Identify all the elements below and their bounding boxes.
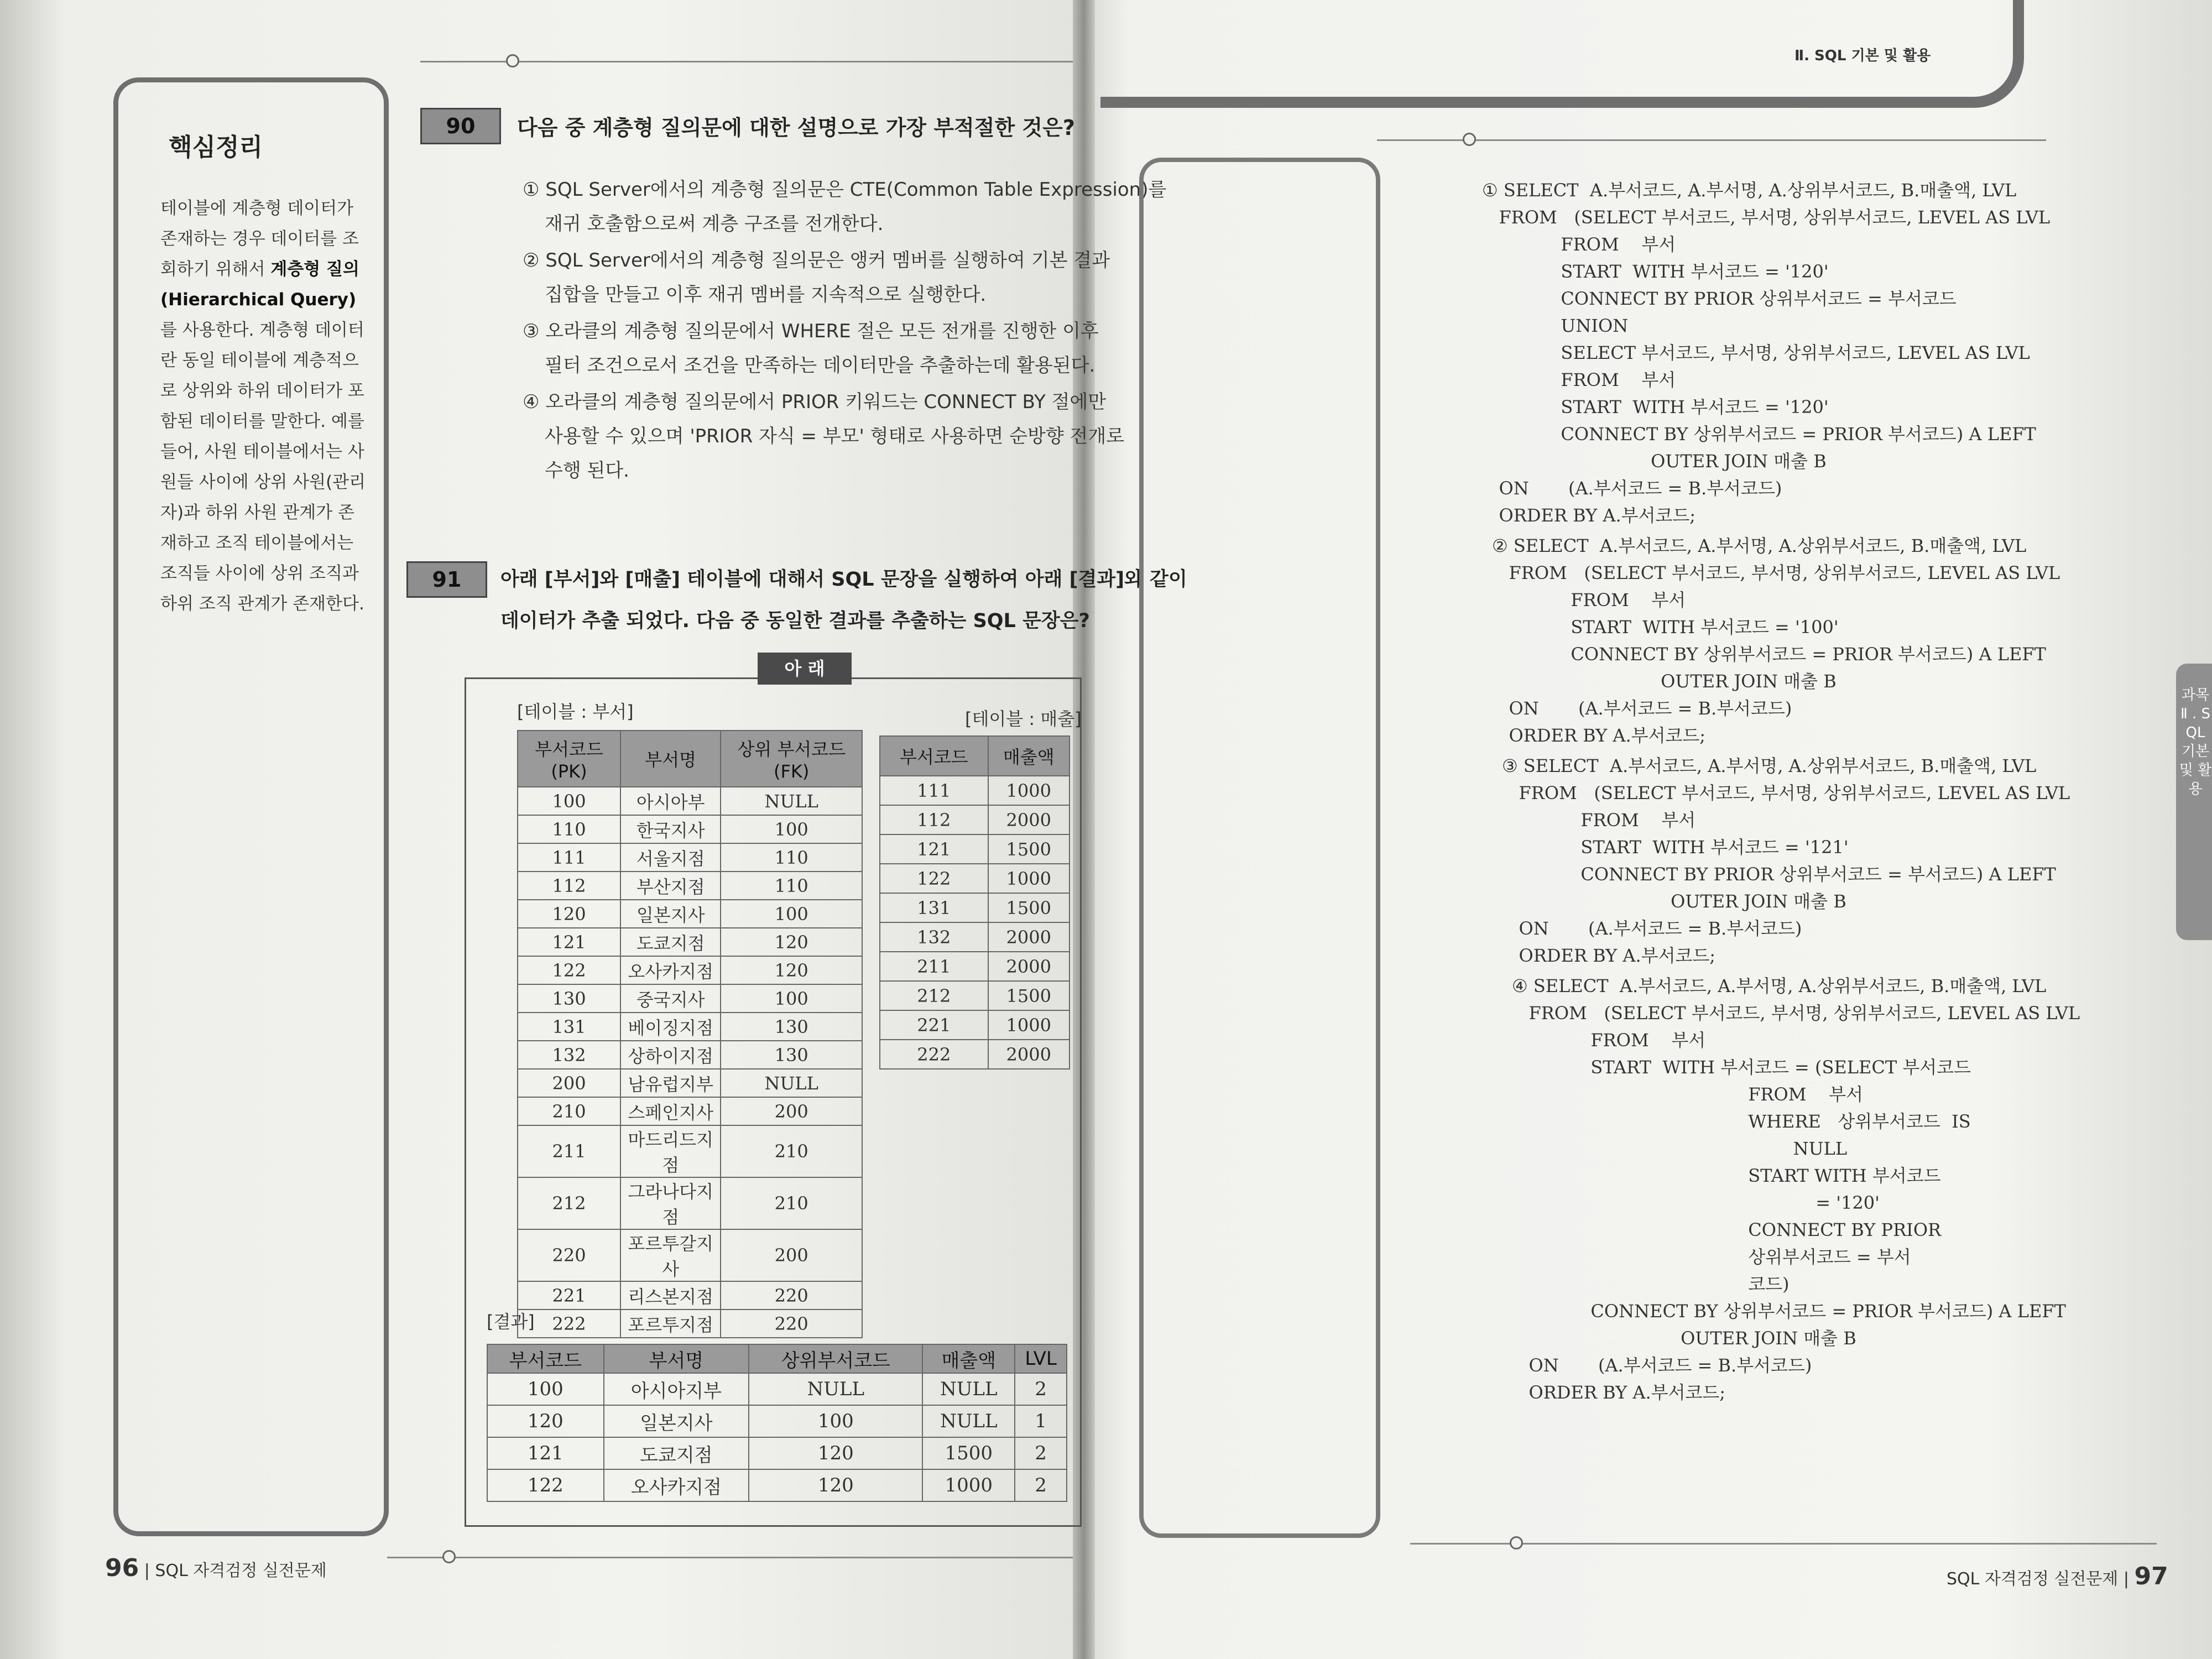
table-cell: 포르투갈지사 — [620, 1229, 721, 1281]
table-cell: 리스본지점 — [620, 1281, 721, 1310]
table-row — [518, 956, 862, 984]
column-header: 상위 부서코드(FK) — [721, 731, 862, 787]
table-cell: 222 — [880, 1040, 988, 1069]
result-caption: [결과] — [487, 1311, 535, 1332]
table-cell: 오사카지점 — [620, 956, 721, 984]
table-cell: 220 — [721, 1281, 862, 1310]
table-row — [518, 984, 862, 1013]
table-cell: 1500 — [988, 893, 1070, 922]
table-cell: 중국지사 — [620, 984, 721, 1013]
table-cell: 122 — [487, 1469, 604, 1501]
table-cell: 아시아부 — [620, 787, 721, 815]
question-90-option-1-line-1: ① SQL Server에서의 계층형 질의문은 CTE(Common Table Expression)를 — [523, 179, 1167, 201]
table-cell: 132 — [518, 1041, 620, 1069]
column-header: 부서명 — [604, 1344, 749, 1373]
question-90-option-2-line-2: 집합을 만들고 이후 재귀 멤버를 지속적으로 실행한다. — [545, 284, 987, 306]
table-cell: 100 — [721, 900, 862, 928]
table-cell: 한국지사 — [620, 815, 721, 843]
rule-dot — [1510, 1536, 1523, 1550]
dept-table-caption: [테이블 : 부서] — [517, 701, 634, 722]
table-cell: 1500 — [988, 834, 1070, 864]
table-row — [518, 1310, 862, 1338]
right-footer: SQL 자격검정 실전문제 | 97 — [1947, 1562, 2168, 1590]
table-cell: 130 — [518, 984, 620, 1013]
table-cell: 110 — [721, 843, 862, 872]
question-90-option-2-line-1: ② SQL Server에서의 계층형 질의문은 앵커 멤버를 실행하여 기본 결과 — [523, 249, 1110, 272]
table-cell: 120 — [721, 928, 862, 956]
table-cell: 131 — [880, 893, 988, 922]
table-cell: 131 — [518, 1013, 620, 1041]
page-number-right: 97 — [2134, 1562, 2168, 1590]
sales-table — [879, 735, 1070, 1070]
table-cell: 100 — [487, 1373, 604, 1405]
table-cell: 1000 — [988, 1010, 1070, 1040]
column-header: 매출액 — [922, 1344, 1015, 1373]
rule-dot — [442, 1550, 456, 1563]
table-row — [518, 843, 862, 872]
table-cell: 2 — [1015, 1373, 1067, 1405]
table-row — [880, 776, 1070, 805]
table-header-row — [518, 731, 862, 787]
table-cell: 210 — [721, 1177, 862, 1229]
table-cell: 121 — [487, 1437, 604, 1469]
table-cell: 220 — [518, 1229, 620, 1281]
table-cell: 1000 — [988, 776, 1070, 805]
table-cell: 스페인지사 — [620, 1097, 721, 1125]
table-cell: 212 — [880, 981, 988, 1010]
table-cell: 1500 — [988, 981, 1070, 1010]
table-row — [518, 928, 862, 956]
answer-option-4: ④ SELECT A.부서코드, A.부서명, A.상위부서코드, B.매출액, LVL FROM (SELECT 부서코드, 부서명, 상위부서코드, LEVEL AS LVL FROM 부서 START WITH 부서코드 = (SELECT 부서코드 FROM 부서 WHERE 상위부서코드 IS NULL START WITH 부서코드 = '120' CONNECT BY PRIOR 상위부서코드 = 부서 코드) CONNECT BY 상위부서코드 = PRIOR 부서코드) A LEFT OUTER JOIN 매출 B ON (A.부서코드 = B.부서코드) ORDER BY A.부서코드; — [1512, 975, 2080, 1403]
table-header-row — [880, 736, 1070, 776]
table-cell: 210 — [518, 1097, 620, 1125]
table-cell: 100 — [518, 787, 620, 815]
table-cell: 도쿄지점 — [620, 928, 721, 956]
table-cell: 200 — [721, 1229, 862, 1281]
summary-text-a: 테이블에 계층형 데이터가 존재하는 경우 데이터를 조회하기 위해서 — [160, 199, 359, 279]
table-cell: 110 — [518, 815, 620, 843]
table-row — [880, 922, 1070, 952]
table-cell: 221 — [880, 1010, 988, 1040]
table-row — [487, 1373, 1067, 1405]
table-cell: 마드리드지점 — [620, 1125, 721, 1177]
table-cell: 130 — [721, 1041, 862, 1069]
table-cell: 120 — [749, 1469, 922, 1501]
question-90-option-1-line-2: 재귀 호출함으로써 계층 구조를 전개한다. — [545, 213, 884, 235]
question-91-line2: 데이터가 추출 되었다. 다음 중 동일한 결과를 추출하는 SQL 문장은? — [500, 610, 1090, 632]
table-cell: 112 — [518, 872, 620, 900]
subject-tab-text: 과목 Ⅱ . SQL 기본 및 활용 — [2179, 687, 2212, 797]
table-cell: 100 — [721, 984, 862, 1013]
table-cell: 아시아지부 — [604, 1373, 749, 1405]
table-cell: NULL — [749, 1373, 922, 1405]
table-cell: 일본지사 — [604, 1405, 749, 1437]
table-cell: 120 — [749, 1437, 922, 1469]
table-row — [487, 1469, 1067, 1501]
table-cell: 132 — [880, 922, 988, 952]
table-cell: 120 — [518, 900, 620, 928]
table-cell: 211 — [518, 1125, 620, 1177]
table-cell: 130 — [721, 1013, 862, 1041]
table-row — [518, 900, 862, 928]
table-cell: 1500 — [922, 1437, 1015, 1469]
table-row — [880, 834, 1070, 864]
table-row — [518, 1069, 862, 1097]
table-row — [880, 805, 1070, 834]
table-header-row — [487, 1344, 1067, 1373]
table-cell: NULL — [721, 1069, 862, 1097]
question-number-90: 90 — [420, 108, 501, 144]
summary-text-bold: 계층형 질의(Hierarchical Query) — [160, 259, 359, 310]
question-90-option-4-line-3: 수행 된다. — [545, 460, 629, 482]
table-cell: NULL — [922, 1373, 1015, 1405]
question-90-option-4-line-2: 사용할 수 있으며 'PRIOR 자식 = 부모' 형태로 사용하면 순방향 전개로 — [545, 425, 1125, 447]
table-row — [880, 1010, 1070, 1040]
column-header: 부서코드 — [880, 736, 988, 776]
table-row — [880, 864, 1070, 893]
table-row — [880, 952, 1070, 981]
table-cell: 베이징지점 — [620, 1013, 721, 1041]
table-cell: 122 — [880, 864, 988, 893]
left-footer: 96 | SQL 자격검정 실전문제 — [105, 1554, 327, 1582]
table-row — [487, 1405, 1067, 1437]
table-cell: 그라나다지점 — [620, 1177, 721, 1229]
table-cell: 111 — [880, 776, 988, 805]
table-cell: 221 — [518, 1281, 620, 1310]
sales-table-caption: [테이블 : 매출] — [965, 708, 1082, 729]
table-cell: 남유럽지부 — [620, 1069, 721, 1097]
table-cell: 서울지점 — [620, 843, 721, 872]
table-cell: 111 — [518, 843, 620, 872]
summary-text — [160, 194, 371, 619]
table-row — [487, 1437, 1067, 1469]
table-cell: 220 — [721, 1310, 862, 1338]
table-cell: 100 — [749, 1405, 922, 1437]
column-header: 부서코드(PK) — [518, 731, 620, 787]
table-cell: 222 — [518, 1310, 620, 1338]
column-header: 부서코드 — [487, 1344, 604, 1373]
column-header: 상위부서코드 — [749, 1344, 922, 1373]
table-row — [518, 1097, 862, 1125]
footer-title-right: SQL 자격검정 실전문제 — [1947, 1569, 2119, 1589]
table-cell: 2000 — [988, 922, 1070, 952]
table-cell: 112 — [880, 805, 988, 834]
answer-option-3: ③ SELECT A.부서코드, A.부서명, A.상위부서코드, B.매출액, LVL FROM (SELECT 부서코드, 부서명, 상위부서코드, LEVEL AS LVL FROM 부서 START WITH 부서코드 = '121' CONNECT BY PRIOR 상위부서코드 = 부서코드) A LEFT OUTER JOIN 매출 B ON (A.부서코드 = B.부서코드) ORDER BY A.부서코드; — [1502, 755, 2070, 966]
answer-option-1: ① SELECT A.부서코드, A.부서명, A.상위부서코드, B.매출액, LVL FROM (SELECT 부서코드, 부서명, 상위부서코드, LEVEL AS LVL FROM 부서 START WITH 부서코드 = '120' CONNECT BY PRIOR 상위부서코드 = 부서코드 UNION SELECT 부서코드, 부서명, 상위부서코드, LEVEL AS LVL FROM 부서 START WITH 부서코드 = '120' CONNECT BY 상위부서코드 = PRIOR 부서코드) A LEFT OUTER JOIN 매출 B ON (A.부서코드 = B.부서코드) ORDER BY A.부서코드; — [1482, 180, 2051, 526]
question-90-option-4-line-1: ④ 오라클의 계층형 질의문에서 PRIOR 키워드는 CONNECT BY 절에만 — [523, 391, 1107, 413]
bottom-rule — [387, 1557, 1073, 1558]
table-cell: 121 — [880, 834, 988, 864]
rule-dot — [506, 54, 519, 67]
question-91-line1: 아래 [부서]와 [매출] 테이블에 대해서 SQL 문장을 실행하여 아래 [결과]와 같이 — [500, 568, 1187, 591]
table-row — [518, 815, 862, 843]
table-cell: 2000 — [988, 952, 1070, 981]
answer-side-box — [1139, 158, 1380, 1538]
column-header: LVL — [1015, 1344, 1067, 1373]
question-90-option-3-line-2: 필터 조건으로서 조건을 만족하는 데이터만을 추출하는데 활용된다. — [545, 354, 1095, 377]
column-header: 매출액 — [988, 736, 1070, 776]
table-cell: 212 — [518, 1177, 620, 1229]
table-cell: 100 — [721, 815, 862, 843]
table-cell: 120 — [487, 1405, 604, 1437]
table-cell: 도쿄지점 — [604, 1437, 749, 1469]
result-table — [487, 1344, 1067, 1502]
table-cell: 122 — [518, 956, 620, 984]
table-cell: 오사카지점 — [604, 1469, 749, 1501]
column-header: 부서명 — [620, 731, 721, 787]
table-cell: 1 — [1015, 1405, 1067, 1437]
table-cell: 포르투지점 — [620, 1310, 721, 1338]
dept-table — [517, 730, 863, 1338]
table-row — [518, 1281, 862, 1310]
table-row — [518, 1041, 862, 1069]
table-cell: 일본지사 — [620, 900, 721, 928]
question-90-text: 다음 중 계층형 질의문에 대한 설명으로 가장 부적절한 것은? — [517, 116, 1075, 140]
summary-text-b: 를 사용한다. 계층형 데이터란 동일 테이블에 계층적으로 상위와 하위 데이터가 포함된 데이터를 말한다. 예를 들어, 사원 테이블에서는 사원들 사이에 상위 사원(관리자)과 하위 사원 관계가 존재하고 조직 테이블에서는 조직들 사이에 상위 조직과 하위 조직 관계가 존재한다. — [160, 320, 366, 614]
table-row — [518, 1177, 862, 1229]
table-cell: 2 — [1015, 1469, 1067, 1501]
top-rule-right — [1377, 139, 2046, 141]
table-cell: 2 — [1015, 1437, 1067, 1469]
table-cell: 110 — [721, 872, 862, 900]
table-cell: 120 — [721, 956, 862, 984]
summary-title: 핵심정리 — [169, 133, 263, 161]
footer-title-left: SQL 자격검정 실전문제 — [155, 1561, 327, 1580]
table-cell: 200 — [518, 1069, 620, 1097]
table-cell: 2000 — [988, 1040, 1070, 1069]
table-cell: 121 — [518, 928, 620, 956]
table-cell: 1000 — [988, 864, 1070, 893]
table-cell: 부산지점 — [620, 872, 721, 900]
table-cell: 211 — [880, 952, 988, 981]
table-cell: NULL — [721, 787, 862, 815]
answer-option-2: ② SELECT A.부서코드, A.부서명, A.상위부서코드, B.매출액, LVL FROM (SELECT 부서코드, 부서명, 상위부서코드, LEVEL AS LVL FROM 부서 START WITH 부서코드 = '100' CONNECT BY 상위부서코드 = PRIOR 부서코드) A LEFT OUTER JOIN 매출 B ON (A.부서코드 = B.부서코드) ORDER BY A.부서코드; — [1492, 535, 2060, 746]
table-row — [880, 981, 1070, 1010]
table-cell: 상하이지점 — [620, 1041, 721, 1069]
table-cell: 1000 — [922, 1469, 1015, 1501]
table-row — [518, 787, 862, 815]
table-cell: 210 — [721, 1125, 862, 1177]
question-number-91: 91 — [406, 561, 487, 598]
data-box-label: 아 래 — [758, 653, 852, 685]
page-number-left: 96 — [105, 1554, 139, 1582]
table-row — [518, 1013, 862, 1041]
table-row — [880, 893, 1070, 922]
table-row — [880, 1040, 1070, 1069]
table-row — [518, 1229, 862, 1281]
rule-dot — [1463, 133, 1476, 146]
question-90-option-3-line-1: ③ 오라클의 계층형 질의문에서 WHERE 절은 모든 전개를 진행한 이후 — [523, 320, 1099, 342]
table-row — [518, 1125, 862, 1177]
table-cell: 2000 — [988, 805, 1070, 834]
table-cell: NULL — [922, 1405, 1015, 1437]
table-cell: 200 — [721, 1097, 862, 1125]
table-row — [518, 872, 862, 900]
section-header: Ⅱ. SQL 기본 및 활용 — [1794, 48, 1931, 64]
